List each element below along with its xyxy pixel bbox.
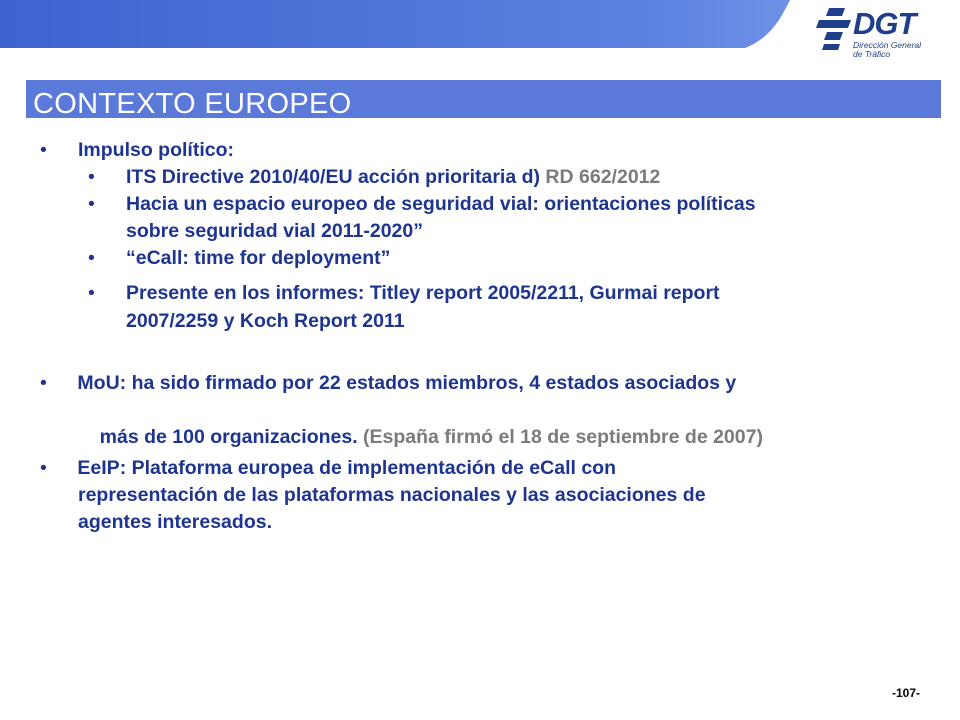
mou-spain-note: (España firmó el 18 de septiembre de 2007) xyxy=(357,426,763,448)
bullet-eeip-line2: representación de las plataformas nacionales y las asociaciones de xyxy=(78,484,706,506)
rd-reference: RD 662/2012 xyxy=(540,166,661,188)
sub-bullet-marker: • xyxy=(88,282,95,304)
bullet-eeip-line1: EeIP: Plataforma europea de implementación de eCall con xyxy=(72,457,616,479)
mou-organizations-text: más de 100 organizaciones. xyxy=(99,426,358,448)
sub-bullet-presente-line1: Presente en los informes: Titley report 2005/2211, Gurmai report xyxy=(126,282,720,304)
bullet-marker: • xyxy=(40,372,47,394)
sub-bullet-marker: • xyxy=(88,193,95,215)
sub-bullet-hacia-line2: sobre seguridad vial 2011-2020” xyxy=(126,220,423,242)
dgt-subtitle-line2: de Tráfico xyxy=(853,49,891,59)
bullet-eeip-line3: agentes interesados. xyxy=(78,511,272,533)
dgt-brand-text: DGT xyxy=(853,6,916,41)
page-number: -107- xyxy=(891,686,920,700)
sub-bullet-marker: • xyxy=(88,166,95,188)
bullet-mou-line1: MoU: ha sido firmado por 22 estados miembros, 4 estados asociados y xyxy=(72,372,737,394)
dgt-subtitle-line1: Dirección General xyxy=(853,40,922,50)
its-directive-text: ITS Directive 2010/40/EU acción prioritaria d) xyxy=(126,166,541,188)
bullet-marker: • xyxy=(40,457,47,479)
sub-bullet-presente-line2: 2007/2259 y Koch Report 2011 xyxy=(126,310,405,332)
bullet-impulso: Impulso político: xyxy=(78,139,234,161)
sub-bullet-its xyxy=(126,164,660,191)
sub-bullet-hacia-line1: Hacia un espacio europeo de seguridad vial: orientaciones políticas xyxy=(126,193,756,215)
sub-bullet-ecall: “eCall: time for deployment” xyxy=(126,247,391,269)
page-title: CONTEXTO EUROPEO xyxy=(33,88,352,120)
bullet-marker: • xyxy=(40,139,47,161)
dgt-emblem-icon xyxy=(815,6,855,52)
dgt-logo xyxy=(815,4,945,64)
dgt-subtitle xyxy=(853,41,943,59)
sub-bullet-marker: • xyxy=(88,247,95,269)
